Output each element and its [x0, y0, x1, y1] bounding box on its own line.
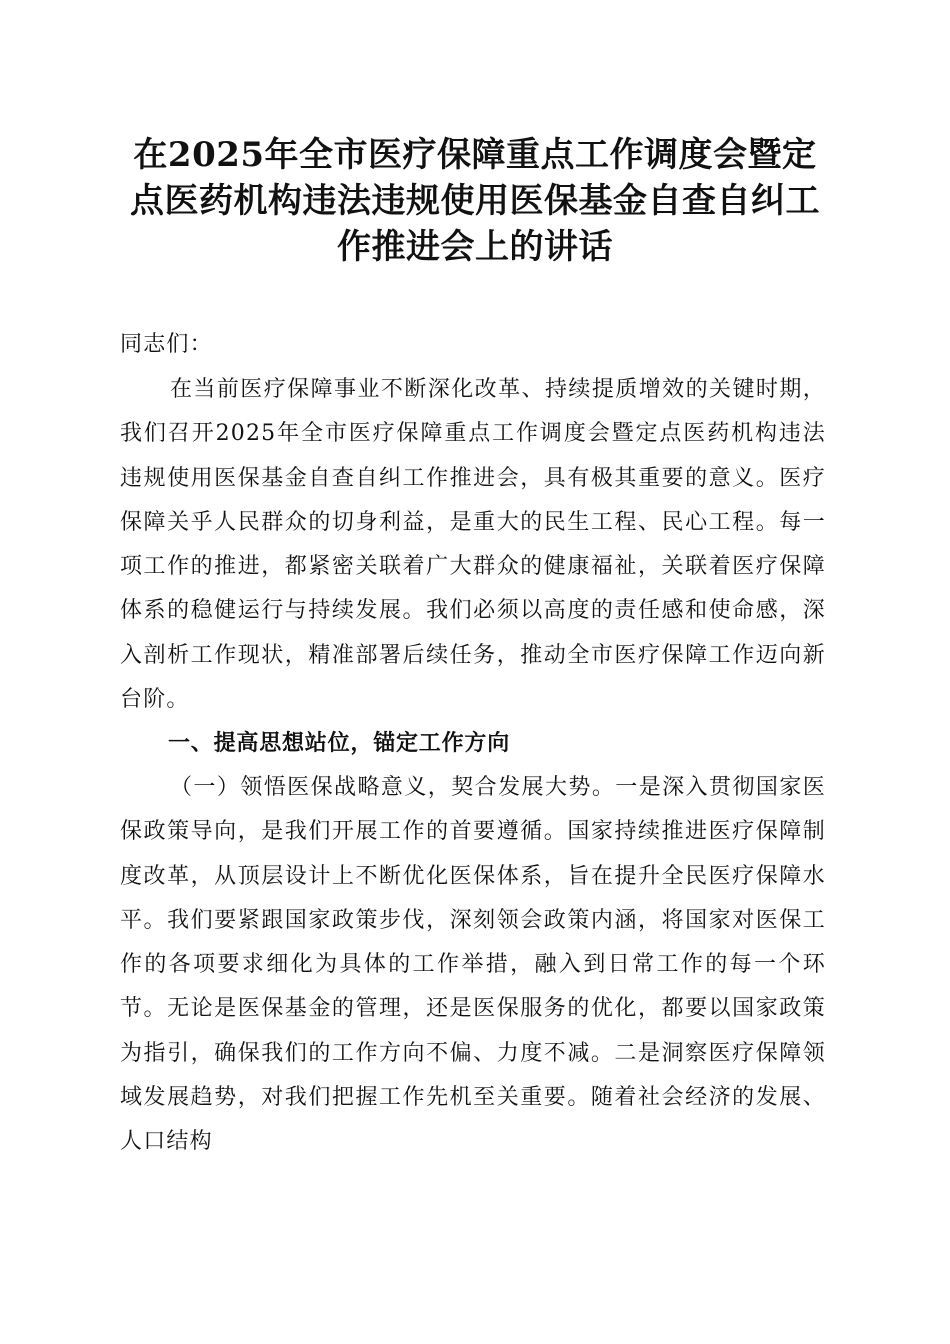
intro-paragraph: 在当前医疗保障事业不断深化改革、持续提质增效的关键时期，我们召开2025年全市医疗保障重点工作调度会暨定点医药机构违法违规使用医保基金自查自纠工作推进会，具有极其重要的意义。医疗保障关乎人民群众的切身利益，是重大的民生工程、民心工程。每一项工作的推进，都紧密关联着广大群众的健康福祉，关联着医疗保障体系的稳健运行与持续发展。我们必须以高度的责任感和使命感，深入剖析工作现状，精准部署后续任务，推动全市医疗保障工作迈向新台阶。 [120, 377, 826, 713]
subsection-paragraph-1 [120, 766, 826, 1165]
document-title: 在2025年全市医疗保障重点工作调度会暨定点医药机构违法违规使用医保基金自查自纠工作推进会上的讲话 [130, 135, 820, 267]
subsection-lead: （一）领悟医保战略意义，契合发展大势。 [170, 775, 616, 800]
section-heading-1: 一、提高思想站位，锚定工作方向 [168, 731, 511, 756]
salutation: 同志们： [120, 332, 213, 357]
subsection-body: 一是深入贯彻国家医保政策导向，是我们开展工作的首要遵循。国家持续推进医疗保障制度改革，从顶层设计上不断优化医保体系，旨在提升全民医疗保障水平。我们要紧跟国家政策步伐，深刻领会政策内涵，将国家对医保工作的各项要求细化为具体的工作举措，融入到日常工作的每一个环节。无论是医保基金的管理，还是医保服务的优化，都要以国家政策为指引，确保我们的工作方向不偏、力度不减。二是洞察医疗保障领域发展趋势，对我们把握工作先机至关重要。随着社会经济的发展、人口结构 [120, 775, 826, 1155]
